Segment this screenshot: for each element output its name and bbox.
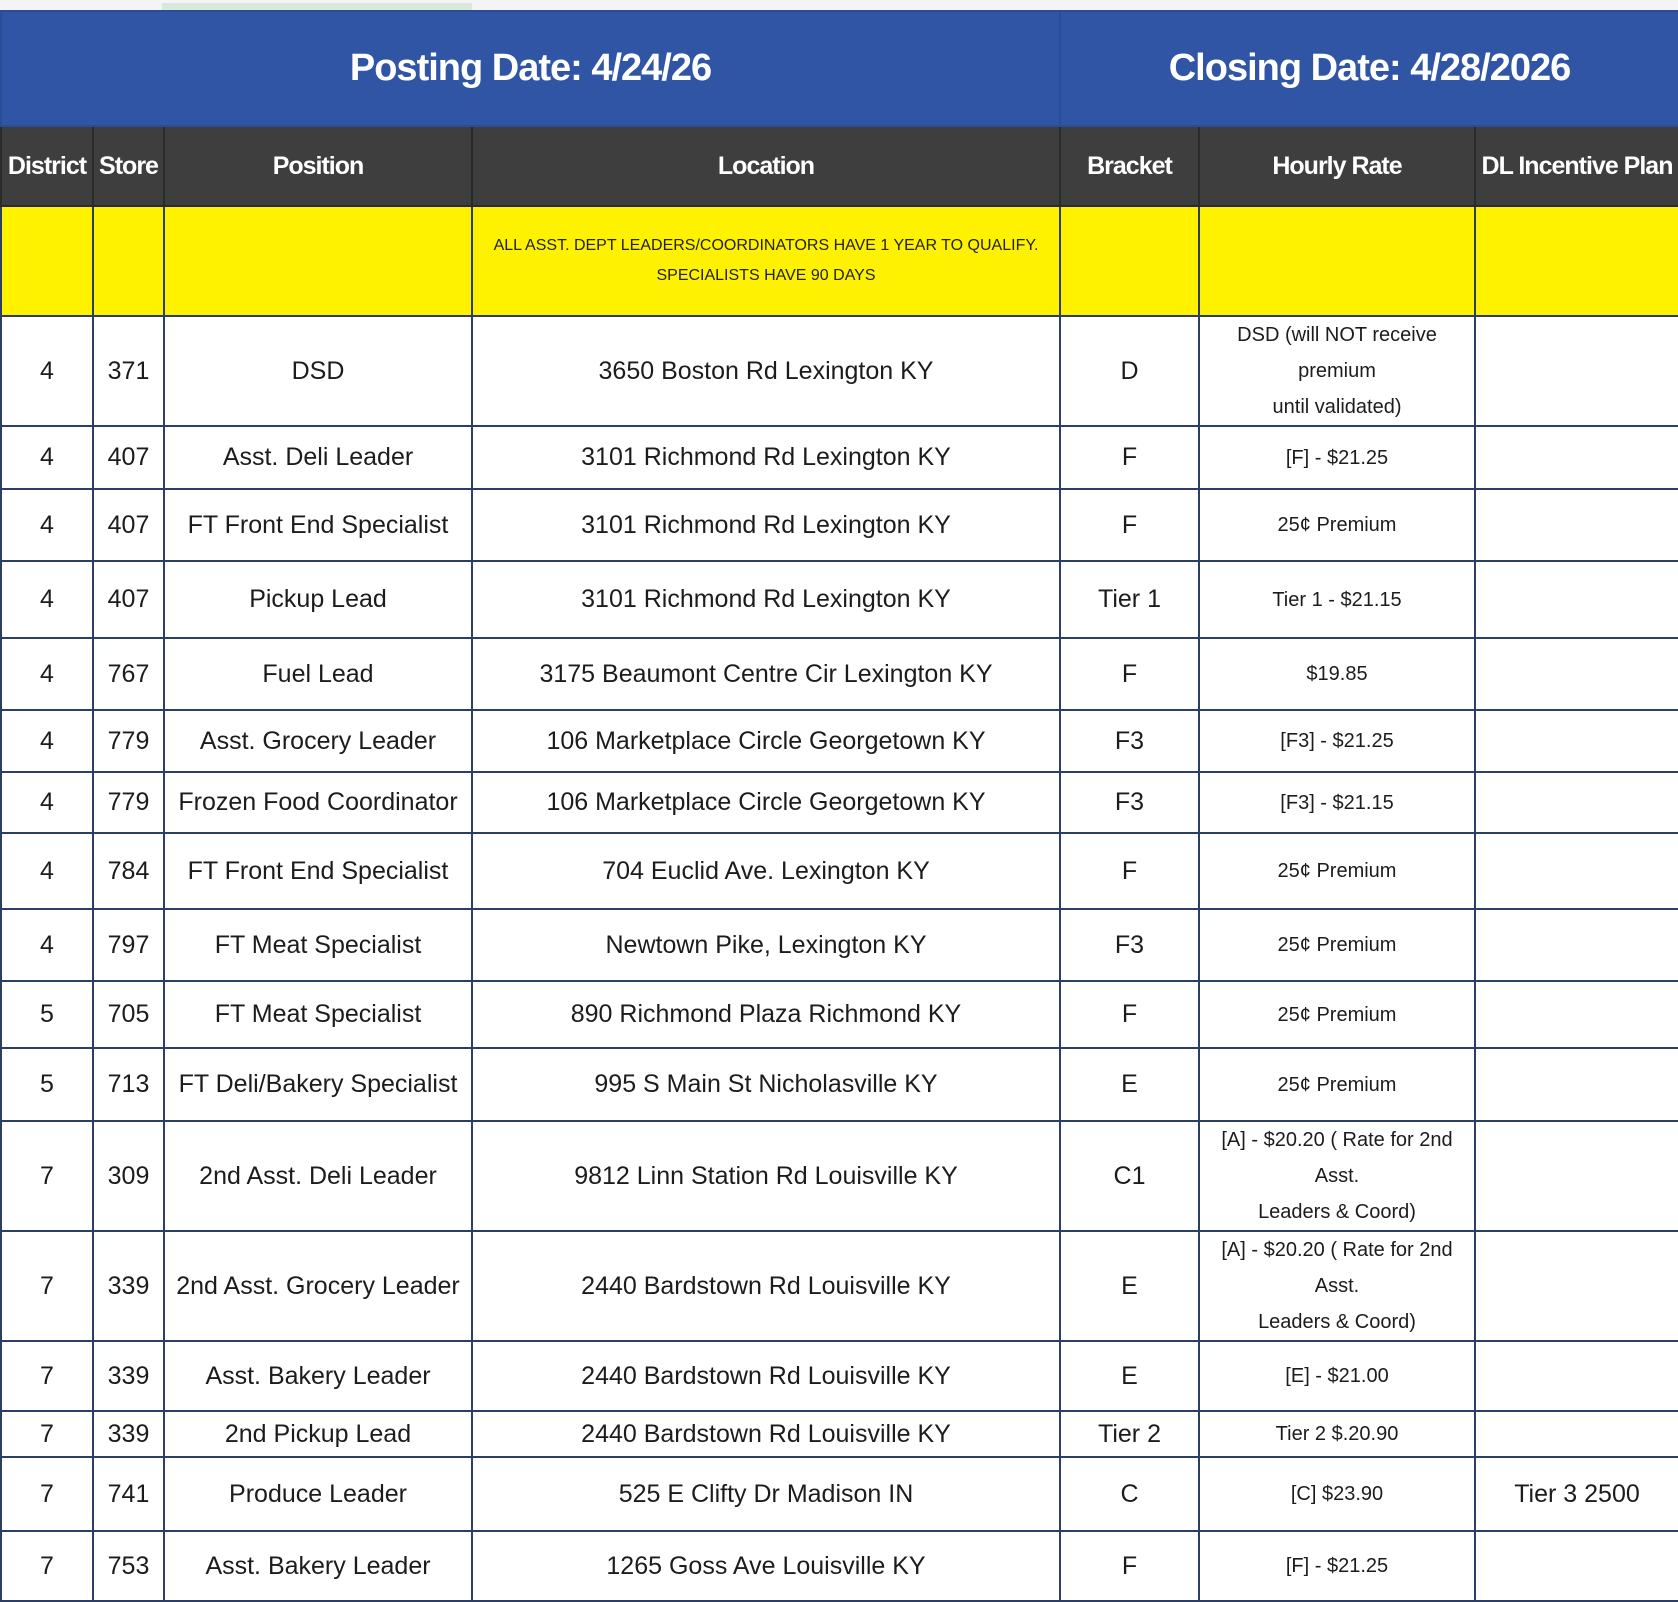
table-row: [1, 1411, 1678, 1457]
bracket-cell[interactable]: F: [1060, 426, 1199, 489]
district-cell[interactable]: 5: [1, 981, 93, 1048]
store-cell[interactable]: 339: [93, 1231, 164, 1341]
location-cell[interactable]: 3101 Richmond Rd Lexington KY: [472, 561, 1060, 638]
location-cell[interactable]: 3101 Richmond Rd Lexington KY: [472, 426, 1060, 489]
table-row: [1, 909, 1678, 981]
bracket-cell[interactable]: E: [1060, 1048, 1199, 1121]
position-cell[interactable]: Pickup Lead: [164, 561, 472, 638]
closing-date[interactable]: Closing Date: 4/28/2026: [1060, 11, 1678, 126]
table-row: [1, 489, 1678, 561]
table-row: [1, 1457, 1678, 1531]
column-letter-strip: [0, 0, 1678, 10]
location-cell[interactable]: 704 Euclid Ave. Lexington KY: [472, 833, 1060, 909]
hourly-rate-cell[interactable]: [1199, 1231, 1475, 1341]
store-cell[interactable]: 371: [93, 316, 164, 426]
hourly-rate-cell[interactable]: [1199, 561, 1475, 638]
district-cell[interactable]: 7: [1, 1531, 93, 1601]
bracket-cell[interactable]: F3: [1060, 710, 1199, 772]
incentive-cell[interactable]: [1475, 1048, 1678, 1121]
hourly-rate-line: Tier 2 $.20.90: [1275, 1423, 1399, 1445]
incentive-cell[interactable]: [1475, 1231, 1678, 1341]
table-row: [1, 772, 1678, 833]
position-cell[interactable]: 2nd Asst. Deli Leader: [164, 1121, 472, 1231]
position-cell[interactable]: Asst. Bakery Leader: [164, 1531, 472, 1601]
qualification-notice-row: [1, 206, 1678, 316]
bracket-cell[interactable]: Tier 1: [1060, 561, 1199, 638]
bracket-cell[interactable]: F: [1060, 981, 1199, 1048]
position-cell[interactable]: FT Meat Specialist: [164, 909, 472, 981]
location-cell[interactable]: 2440 Bardstown Rd Louisville KY: [472, 1341, 1060, 1411]
table-row: [1, 1531, 1678, 1601]
district-cell[interactable]: 4: [1, 489, 93, 561]
bracket-cell[interactable]: F: [1060, 489, 1199, 561]
hourly-rate-line: [F3] - $21.25: [1280, 730, 1394, 752]
position-cell[interactable]: Asst. Grocery Leader: [164, 710, 472, 772]
table-row: [1, 426, 1678, 489]
bracket-cell[interactable]: F: [1060, 638, 1199, 710]
district-cell[interactable]: 7: [1, 1411, 93, 1457]
hourly-rate-line-2: Leaders & Coord): [1258, 1201, 1416, 1223]
store-cell[interactable]: 779: [93, 772, 164, 833]
store-cell[interactable]: 797: [93, 909, 164, 981]
bracket-cell[interactable]: C: [1060, 1457, 1199, 1531]
notice-cell-rate[interactable]: [1199, 206, 1475, 316]
store-cell[interactable]: 713: [93, 1048, 164, 1121]
hourly-rate-line: DSD (will NOT receive premium: [1237, 324, 1437, 382]
hourly-rate-cell[interactable]: [1199, 426, 1475, 489]
hourly-rate-cell[interactable]: [1199, 981, 1475, 1048]
table-row: [1, 833, 1678, 909]
hourly-rate-line-2: until validated): [1272, 396, 1402, 418]
hourly-rate-cell[interactable]: [1199, 833, 1475, 909]
location-cell[interactable]: 890 Richmond Plaza Richmond KY: [472, 981, 1060, 1048]
hourly-rate-line: [F] - $21.25: [1285, 1555, 1389, 1577]
location-cell[interactable]: 525 E Clifty Dr Madison IN: [472, 1457, 1060, 1531]
selected-column-indicator: [162, 3, 472, 10]
table-row: [1, 1231, 1678, 1341]
hourly-rate-line: $19.85: [1306, 663, 1368, 685]
district-cell[interactable]: 5: [1, 1048, 93, 1121]
position-cell[interactable]: FT Front End Specialist: [164, 833, 472, 909]
location-cell[interactable]: 106 Marketplace Circle Georgetown KY: [472, 772, 1060, 833]
incentive-cell[interactable]: [1475, 1341, 1678, 1411]
incentive-cell[interactable]: [1475, 981, 1678, 1048]
location-cell[interactable]: 1265 Goss Ave Louisville KY: [472, 1531, 1060, 1601]
position-cell[interactable]: FT Meat Specialist: [164, 981, 472, 1048]
hourly-rate-cell[interactable]: [1199, 1411, 1475, 1457]
bracket-cell[interactable]: F: [1060, 1531, 1199, 1601]
job-postings-table: [0, 10, 1678, 1602]
store-cell[interactable]: 407: [93, 426, 164, 489]
col-header-district[interactable]: District: [1, 126, 93, 206]
location-cell[interactable]: 3101 Richmond Rd Lexington KY: [472, 489, 1060, 561]
col-header-dl-incentive-plan[interactable]: DL Incentive Plan: [1475, 126, 1678, 206]
position-cell[interactable]: FT Deli/Bakery Specialist: [164, 1048, 472, 1121]
store-cell[interactable]: 741: [93, 1457, 164, 1531]
hourly-rate-cell[interactable]: [1199, 316, 1475, 426]
notice-cell-store[interactable]: [93, 206, 164, 316]
table-row: [1, 561, 1678, 638]
hourly-rate-cell[interactable]: [1199, 710, 1475, 772]
notice-cell-position[interactable]: [164, 206, 472, 316]
store-cell[interactable]: 309: [93, 1121, 164, 1231]
store-cell[interactable]: 784: [93, 833, 164, 909]
position-cell[interactable]: Frozen Food Coordinator: [164, 772, 472, 833]
bracket-cell[interactable]: F3: [1060, 772, 1199, 833]
hourly-rate-line: [A] - $20.20 ( Rate for 2nd Asst.: [1221, 1239, 1453, 1297]
incentive-cell[interactable]: [1475, 833, 1678, 909]
qualification-notice[interactable]: [472, 206, 1060, 316]
hourly-rate-line: 25¢ Premium: [1277, 1003, 1397, 1026]
store-cell[interactable]: 753: [93, 1531, 164, 1601]
table-row: [1, 710, 1678, 772]
hourly-rate-line: 25¢ Premium: [1277, 934, 1397, 956]
hourly-rate-line: [E] - $21.00: [1285, 1365, 1389, 1387]
hourly-rate-cell[interactable]: [1199, 909, 1475, 981]
position-cell[interactable]: Fuel Lead: [164, 638, 472, 710]
table-row: [1, 1121, 1678, 1231]
incentive-cell[interactable]: [1475, 772, 1678, 833]
location-cell[interactable]: 9812 Linn Station Rd Louisville KY: [472, 1121, 1060, 1231]
incentive-cell[interactable]: [1475, 1531, 1678, 1601]
table-row: [1, 638, 1678, 710]
district-cell[interactable]: 4: [1, 772, 93, 833]
hourly-rate-line-2: Leaders & Coord): [1258, 1311, 1416, 1333]
position-cell[interactable]: Produce Leader: [164, 1457, 472, 1531]
incentive-cell[interactable]: [1475, 710, 1678, 772]
col-header-hourly-rate[interactable]: Hourly Rate: [1199, 126, 1475, 206]
district-cell[interactable]: 4: [1, 909, 93, 981]
store-cell[interactable]: 779: [93, 710, 164, 772]
table-row: [1, 316, 1678, 426]
hourly-rate-line: Tier 1 - $21.15: [1272, 588, 1402, 611]
district-cell[interactable]: 4: [1, 426, 93, 489]
location-cell[interactable]: 3650 Boston Rd Lexington KY: [472, 316, 1060, 426]
district-cell[interactable]: 4: [1, 710, 93, 772]
table-row: [1, 1048, 1678, 1121]
hourly-rate-cell[interactable]: [1199, 1341, 1475, 1411]
hourly-rate-line: [F] - $21.25: [1285, 446, 1389, 469]
hourly-rate-cell[interactable]: [1199, 489, 1475, 561]
district-cell[interactable]: 4: [1, 833, 93, 909]
column-header-row: [1, 126, 1678, 206]
notice-cell-bracket[interactable]: [1060, 206, 1199, 316]
hourly-rate-line: 25¢ Premium: [1277, 860, 1397, 882]
incentive-cell[interactable]: [1475, 1411, 1678, 1457]
notice-cell-district[interactable]: [1, 206, 93, 316]
location-cell[interactable]: 3175 Beaumont Centre Cir Lexington KY: [472, 638, 1060, 710]
col-header-bracket[interactable]: Bracket: [1060, 126, 1199, 206]
location-cell[interactable]: 106 Marketplace Circle Georgetown KY: [472, 710, 1060, 772]
col-header-location[interactable]: Location: [472, 126, 1060, 206]
hourly-rate-cell[interactable]: [1199, 638, 1475, 710]
position-cell[interactable]: 2nd Asst. Grocery Leader: [164, 1231, 472, 1341]
bracket-cell[interactable]: F: [1060, 833, 1199, 909]
date-banner-row: [1, 11, 1678, 126]
hourly-rate-line: [C] $23.90: [1290, 1483, 1384, 1505]
store-cell[interactable]: 407: [93, 561, 164, 638]
position-cell[interactable]: DSD: [164, 316, 472, 426]
hourly-rate-cell[interactable]: [1199, 772, 1475, 833]
hourly-rate-line: 25¢ Premium: [1277, 1073, 1397, 1096]
table-row: [1, 981, 1678, 1048]
district-cell[interactable]: 7: [1, 1457, 93, 1531]
location-cell[interactable]: Newtown Pike, Lexington KY: [472, 909, 1060, 981]
incentive-cell[interactable]: Tier 3 2500: [1475, 1457, 1678, 1531]
position-cell[interactable]: Asst. Deli Leader: [164, 426, 472, 489]
bracket-cell[interactable]: Tier 2: [1060, 1411, 1199, 1457]
incentive-cell[interactable]: [1475, 1121, 1678, 1231]
bracket-cell[interactable]: D: [1060, 316, 1199, 426]
store-cell[interactable]: 767: [93, 638, 164, 710]
position-cell[interactable]: Asst. Bakery Leader: [164, 1341, 472, 1411]
district-cell[interactable]: 4: [1, 638, 93, 710]
hourly-rate-cell[interactable]: [1199, 1121, 1475, 1231]
hourly-rate-cell[interactable]: [1199, 1531, 1475, 1601]
store-cell[interactable]: 339: [93, 1411, 164, 1457]
position-cell[interactable]: FT Front End Specialist: [164, 489, 472, 561]
bracket-cell[interactable]: C1: [1060, 1121, 1199, 1231]
incentive-cell[interactable]: [1475, 316, 1678, 426]
location-cell[interactable]: 2440 Bardstown Rd Louisville KY: [472, 1411, 1060, 1457]
district-cell[interactable]: 4: [1, 316, 93, 426]
bracket-cell[interactable]: E: [1060, 1231, 1199, 1341]
store-cell[interactable]: 339: [93, 1341, 164, 1411]
hourly-rate-cell[interactable]: [1199, 1457, 1475, 1531]
district-cell[interactable]: 7: [1, 1231, 93, 1341]
bracket-cell[interactable]: F3: [1060, 909, 1199, 981]
store-cell[interactable]: 705: [93, 981, 164, 1048]
hourly-rate-line: [F3] - $21.15: [1280, 791, 1394, 814]
notice-cell-incentive[interactable]: [1475, 206, 1678, 316]
incentive-cell[interactable]: [1475, 426, 1678, 489]
hourly-rate-line: 25¢ Premium: [1277, 514, 1397, 536]
district-cell[interactable]: 7: [1, 1121, 93, 1231]
bracket-cell[interactable]: E: [1060, 1341, 1199, 1411]
incentive-cell[interactable]: [1475, 638, 1678, 710]
table-row: [1, 1341, 1678, 1411]
col-header-store[interactable]: Store: [93, 126, 164, 206]
incentive-cell[interactable]: [1475, 909, 1678, 981]
position-cell[interactable]: 2nd Pickup Lead: [164, 1411, 472, 1457]
incentive-cell[interactable]: [1475, 489, 1678, 561]
incentive-cell[interactable]: [1475, 561, 1678, 638]
hourly-rate-cell[interactable]: [1199, 1048, 1475, 1121]
location-cell[interactable]: 2440 Bardstown Rd Louisville KY: [472, 1231, 1060, 1341]
notice-line-2: SPECIALISTS HAVE 90 DAYS: [656, 267, 876, 284]
district-cell[interactable]: 7: [1, 1341, 93, 1411]
store-cell[interactable]: 407: [93, 489, 164, 561]
col-header-position[interactable]: Position: [164, 126, 472, 206]
posting-date[interactable]: Posting Date: 4/24/26: [1, 11, 1060, 126]
district-cell[interactable]: 4: [1, 561, 93, 638]
notice-line-1: ALL ASST. DEPT LEADERS/COORDINATORS HAVE 1 YEAR TO QUALIFY.: [493, 237, 1039, 254]
location-cell[interactable]: 995 S Main St Nicholasville KY: [472, 1048, 1060, 1121]
hourly-rate-line: [A] - $20.20 ( Rate for 2nd Asst.: [1221, 1129, 1453, 1187]
